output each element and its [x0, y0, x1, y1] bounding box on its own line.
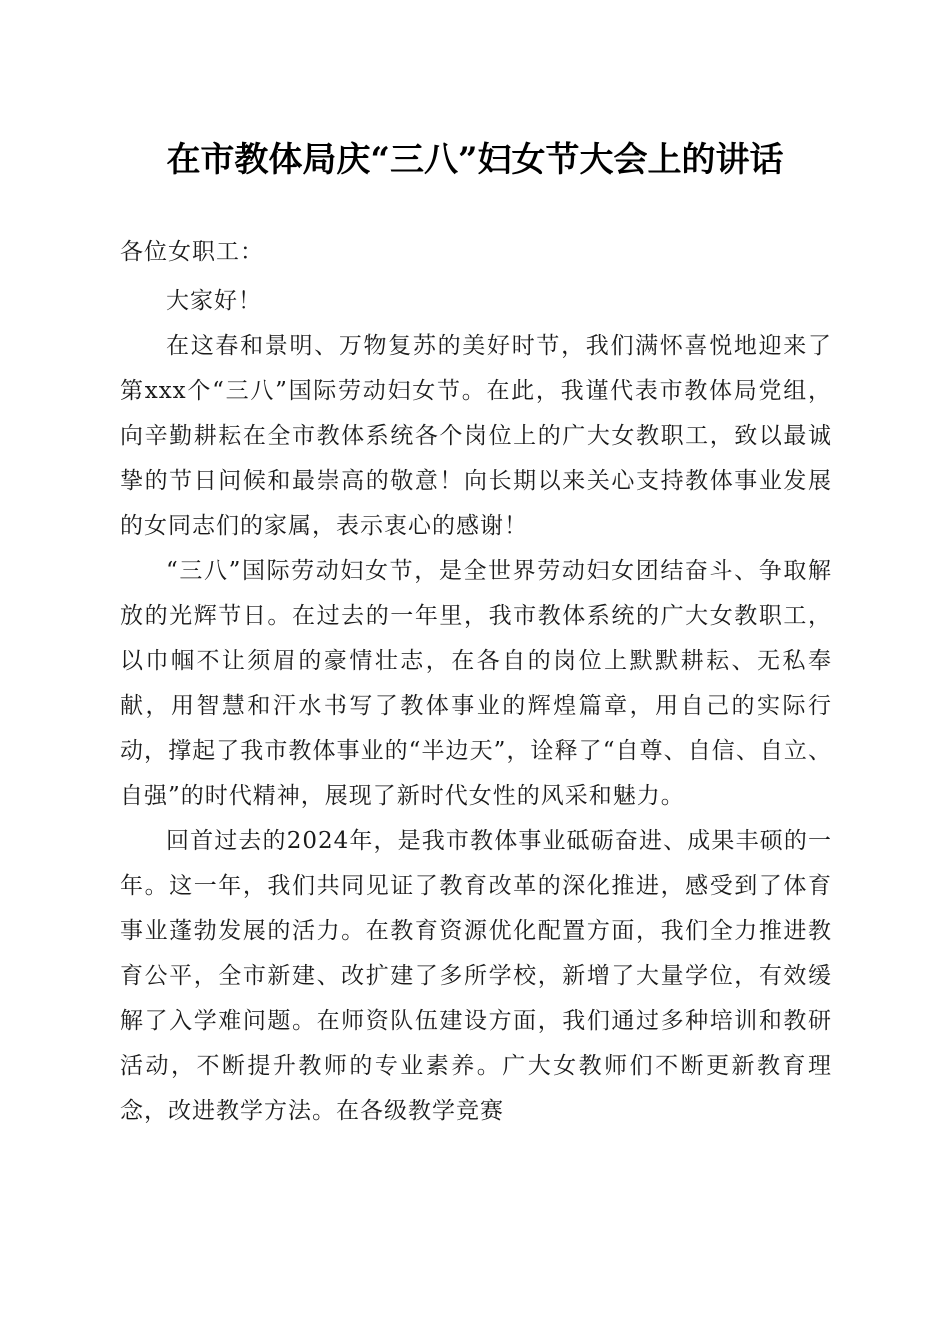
salutation: 各位女职工：	[120, 239, 264, 265]
document-body	[120, 230, 832, 1134]
paragraph-3: 回首过去的2024年，是我市教体事业砥砺奋进、成果丰硕的一年。这一年，我们共同见证了教育改革的深化推进，感受到了体育事业蓬勃发展的活力。在教育资源优化配置方面，我们全力推进教育公平，全市新建、改扩建了多所学校，新增了大量学位，有效缓解了入学难问题。在师资队伍建设方面，我们通过多种培训和教研活动，不断提升教师的专业素养。广大女教师们不断更新教育理念，改进教学方法。在各级教学竞赛	[120, 828, 832, 1124]
paragraph-2: “三八”国际劳动妇女节，是全世界劳动妇女团结奋斗、争取解放的光辉节日。在过去的一年里，我市教体系统的广大女教职工，以巾帼不让须眉的豪情壮志，在各自的岗位上默默耕耘、无私奉献，用智慧和汗水书写了教体事业的辉煌篇章，用自己的实际行动，撑起了我市教体事业的“半边天”，诠释了“自尊、自信、自立、自强”的时代精神，展现了新时代女性的风采和魅力。	[120, 558, 832, 809]
document-title: 在市教体局庆“三八”妇女节大会上的讲话	[166, 140, 784, 180]
paragraph-1: 在这春和景明、万物复苏的美好时节，我们满怀喜悦地迎来了第xxx个“三八”国际劳动妇女节。在此，我谨代表市教体局党组，向辛勤耕耘在全市教体系统各个岗位上的广大女教职工，致以最诚挚的节日问候和最崇高的敬意！向长期以来关心支持教体事业发展的女同志们的家属，表示衷心的感谢！	[120, 333, 832, 539]
greeting: 大家好！	[166, 288, 262, 314]
